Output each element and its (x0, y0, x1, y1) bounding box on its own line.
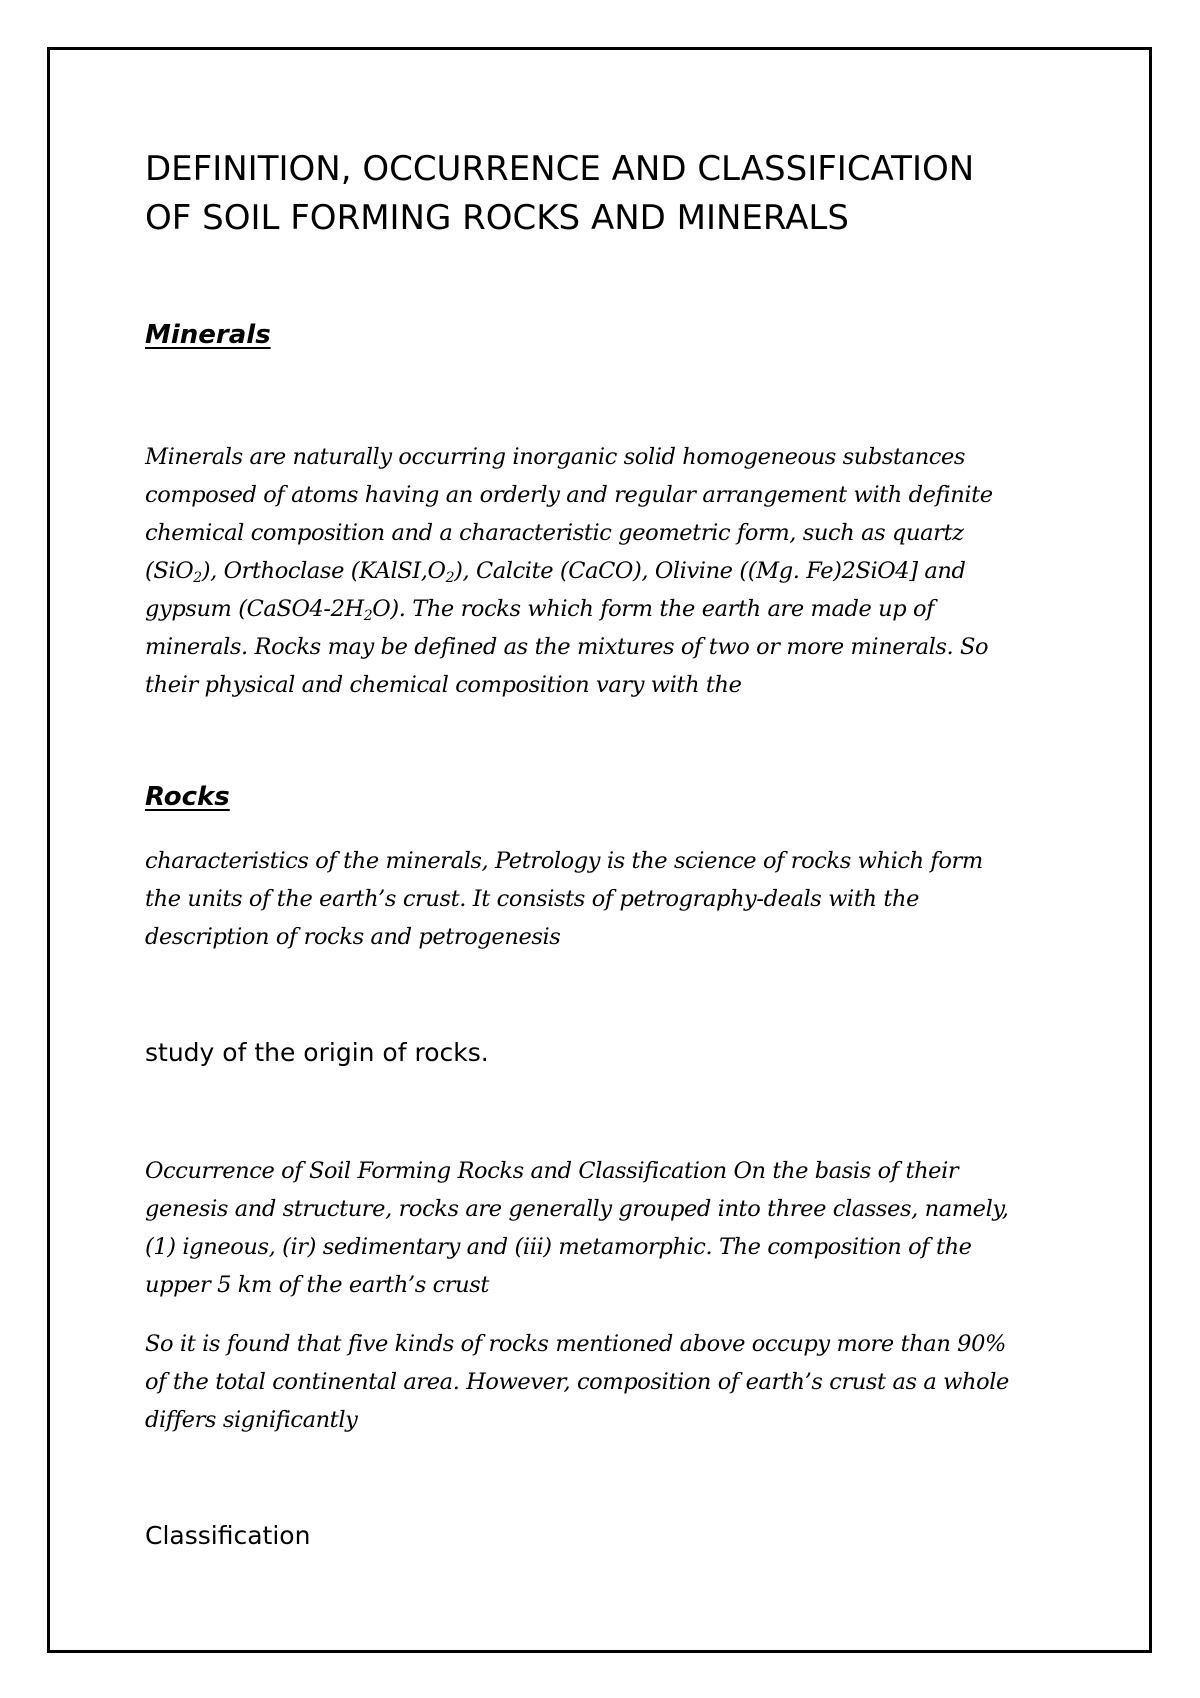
paragraph-line: chemical composition and a characteristic geometric form, such as quartz (145, 520, 964, 546)
paragraph-line: the units of the earth’s crust. It consists of petrography-deals with the (145, 886, 919, 912)
paragraph-line: characteristics of the minerals, Petrology is the science of rocks which form (145, 848, 983, 874)
formula-subscript: 2 (193, 570, 202, 586)
formula-text: ), Orthoclase (KAlSI,O (201, 558, 446, 584)
minerals-paragraph (145, 438, 1085, 704)
crust-paragraph (145, 1325, 1085, 1439)
formula-subscript: 2 (363, 608, 373, 624)
occurrence-paragraph (145, 1152, 1085, 1304)
paragraph-line: genesis and structure, rocks are generally grouped into three classes, namely, (145, 1196, 1009, 1222)
formula-text: O). The rocks which form the earth are made up of (372, 596, 935, 622)
paragraph-line: (1) igneous, (ir) sedimentary and (iii) metamorphic. The composition of the (145, 1234, 972, 1260)
formula-text: gypsum (CaSO4-2H (145, 596, 364, 622)
paragraph-line: their physical and chemical composition vary with the (145, 672, 742, 698)
document-title (145, 145, 1085, 243)
paragraph-line (145, 590, 1085, 628)
paragraph-line: composed of atoms having an orderly and regular arrangement with definite (145, 482, 993, 508)
paragraph-line: description of rocks and petrogenesis (145, 924, 561, 950)
paragraph-line: So it is found that five kinds of rocks mentioned above occupy more than 90% (145, 1331, 1006, 1357)
title-line-1: DEFINITION, OCCURRENCE AND CLASSIFICATION (145, 149, 975, 189)
rocks-paragraph (145, 842, 1085, 956)
formula-text: (SiO (145, 558, 194, 584)
formula-subscript: 2 (445, 570, 455, 586)
paragraph-line: upper 5 km of the earth’s crust (145, 1272, 490, 1298)
paragraph-line: of the total continental area. However, composition of earth’s crust as a whole (145, 1369, 1009, 1395)
formula-text: ), Calcite (CaCO), Olivine ((Mg. Fe)2SiO4] and (454, 558, 966, 584)
title-line-2: OF SOIL FORMING ROCKS AND MINERALS (145, 198, 849, 238)
minerals-heading: Minerals (145, 320, 271, 350)
paragraph-line: Occurrence of Soil Forming Rocks and Classification On the basis of their (145, 1158, 959, 1184)
paragraph-line: Minerals are naturally occurring inorganic solid homogeneous substances (145, 444, 966, 470)
paragraph-line: minerals. Rocks may be defined as the mixtures of two or more minerals. So (145, 634, 989, 660)
paragraph-line (145, 552, 1085, 590)
rocks-heading: Rocks (145, 782, 230, 812)
study-text: study of the origin of rocks. (145, 1038, 489, 1067)
paragraph-line: differs significantly (145, 1407, 358, 1433)
classification-heading: Classification (145, 1521, 311, 1550)
